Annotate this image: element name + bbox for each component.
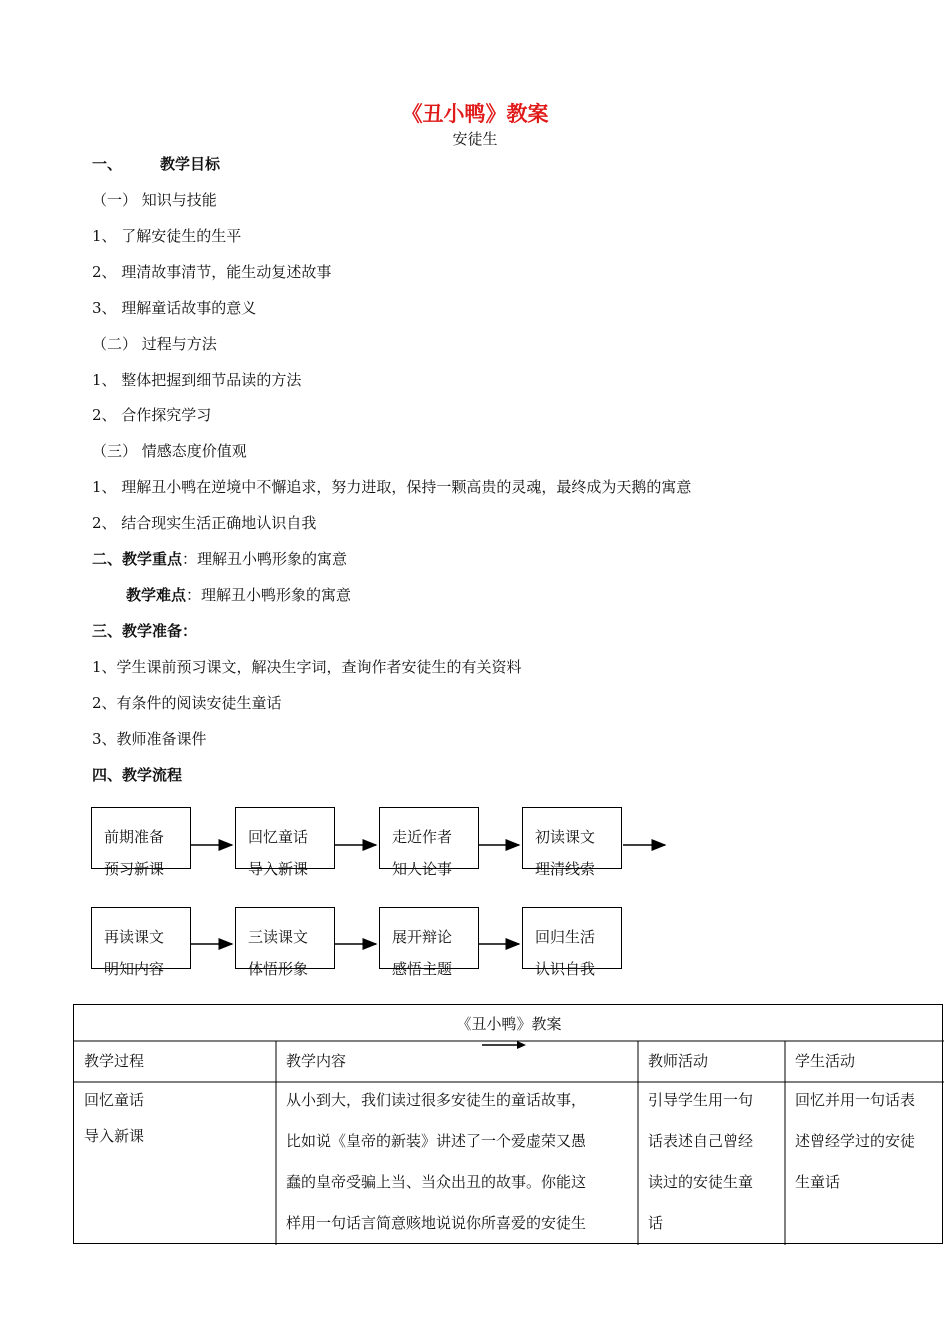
list-item: 2、 结合现实生活正确地认识自我 (92, 514, 317, 532)
document-author: 安徒生 (452, 130, 498, 148)
flow-step-line1: 走近作者 (392, 828, 453, 846)
table-cell: 蠢的皇帝受骗上当、当众出丑的故事。你能这 (286, 1173, 587, 1191)
flow-step (379, 807, 479, 878)
table-cell: 回忆童话 (84, 1091, 145, 1109)
table-cell: 从小到大，我们读过很多安徒生的童话故事， (286, 1091, 587, 1109)
flow-step-line1: 再读课文 (104, 928, 165, 946)
section3-colon: ： (182, 622, 198, 640)
table-cell: 读过的安徒生童 (648, 1173, 754, 1191)
document-title: 《丑小鸭》教案 (401, 102, 549, 126)
table-cell: 生童话 (795, 1173, 841, 1191)
difficult-point-label: 教学难点 (126, 586, 187, 604)
flow-step (91, 807, 191, 878)
table-cell: 话表述自己曾经 (648, 1132, 754, 1150)
list-item: 3、教师准备课件 (92, 730, 207, 748)
flow-step-line2: 体悟形象 (248, 960, 309, 978)
flow-step-line1: 三读课文 (248, 928, 309, 946)
table-header-content: 教学内容 (286, 1052, 347, 1070)
flow-step-line1: 回忆童话 (248, 828, 309, 846)
flow-step (522, 807, 622, 878)
flow-step-line1: 初读课文 (535, 828, 596, 846)
list-item: 1、学生课前预习课文，解决生字词，查询作者安徒生的有关资料 (92, 658, 522, 676)
flow-step (235, 807, 335, 878)
table-header-student: 学生活动 (795, 1052, 856, 1070)
key-point-text: ：理解丑小鸭形象的寓意 (182, 550, 348, 568)
flow-step (235, 907, 335, 978)
section1-number: 一、 (92, 155, 123, 173)
table-header-process: 教学过程 (84, 1052, 145, 1070)
key-point-label: 二、教学重点 (92, 550, 183, 568)
flow-step-line2: 知人论事 (392, 860, 453, 878)
table-cell: 比如说《皇帝的新装》讲述了一个爱虚荣又愚 (286, 1132, 587, 1150)
subsection-knowledge: （一） 知识与技能 (92, 191, 217, 209)
flow-step (91, 907, 191, 978)
section4-heading: 四、教学流程 (92, 766, 183, 784)
table-grid (74, 1005, 944, 1245)
table-header-teacher: 教师活动 (648, 1052, 709, 1070)
lesson-table (73, 1004, 943, 1244)
subsection-values: （三） 情感态度价值观 (92, 442, 247, 460)
list-item: 3、 理解童话故事的意义 (92, 299, 257, 317)
list-item: 2、 理清故事清节，能生动复述故事 (92, 263, 332, 281)
flow-step-line2: 认识自我 (535, 960, 596, 978)
flow-step-line2: 明知内容 (104, 960, 165, 978)
flow-step-line1: 展开辩论 (392, 928, 453, 946)
list-item: 1、 了解安徒生的生平 (92, 227, 242, 245)
flow-step (522, 907, 622, 978)
table-cell: 引导学生用一句 (648, 1091, 754, 1109)
flow-step-line2: 预习新课 (104, 860, 165, 878)
flow-step-line1: 前期准备 (104, 828, 165, 846)
table-cell: 导入新课 (84, 1127, 145, 1145)
difficult-point-text: ：理解丑小鸭形象的寓意 (186, 586, 352, 604)
flow-step-line2: 导入新课 (248, 860, 309, 878)
table-cell: 述曾经学过的安徒 (795, 1132, 916, 1150)
list-item: 1、 理解丑小鸭在逆境中不懈追求，努力进取，保持一颗高贵的灵魂，最终成为天鹅的寓意 (92, 478, 692, 496)
table-cell: 回忆并用一句话表 (795, 1091, 916, 1109)
list-item: 2、 合作探究学习 (92, 406, 212, 424)
list-item: 2、有条件的阅读安徒生童话 (92, 694, 282, 712)
table-caption: 《丑小鸭》教案 (456, 1015, 562, 1033)
table-cell: 样用一句话言简意赅地说说你所喜爱的安徒生 (286, 1214, 587, 1232)
section3-heading-text: 三、教学准备 (92, 622, 183, 640)
table-cell: 话 (648, 1214, 664, 1232)
list-item: 1、 整体把握到细节品读的方法 (92, 371, 302, 389)
flow-step-line1: 回归生活 (535, 928, 596, 946)
flow-step-line2: 感悟主题 (392, 960, 453, 978)
flow-step (379, 907, 479, 978)
subsection-process: （二） 过程与方法 (92, 335, 217, 353)
flow-step-line2: 理清线索 (535, 860, 596, 878)
section1-heading: 教学目标 (160, 155, 221, 173)
